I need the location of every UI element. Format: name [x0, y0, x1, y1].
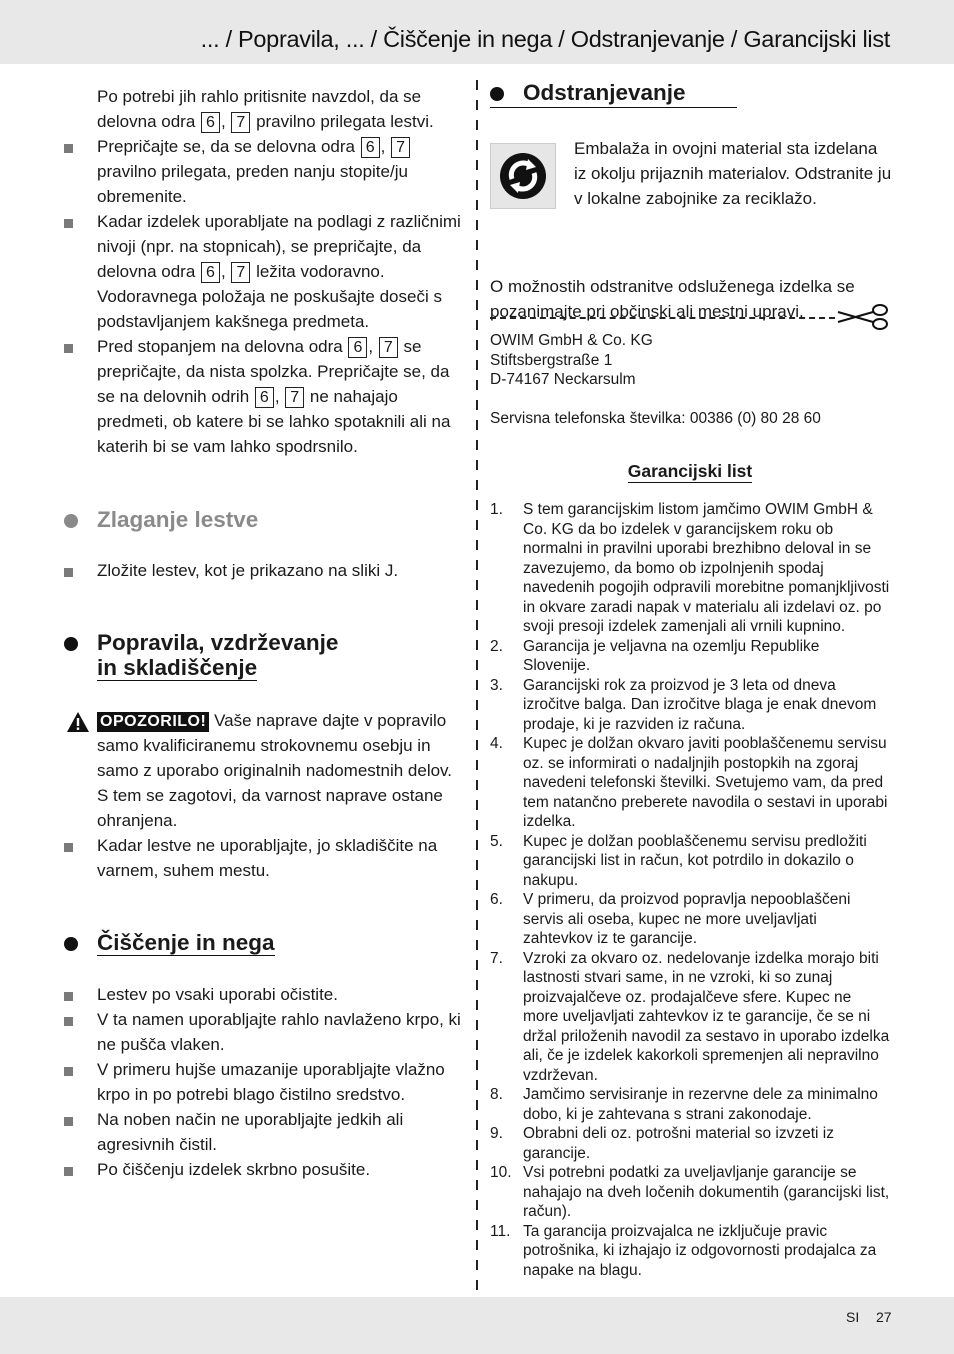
address-block: OWIM GmbH & Co. KG Stiftsbergstraße 1 D-74167 Neckarsulm [490, 332, 653, 388]
cut-line-vertical [476, 80, 478, 1354]
list-item: Prepričajte se, da se delovna odra 6 , 7 pravilno prilegata, preden nanju stopite/ju obremenite. [64, 134, 464, 209]
intro-paragraph: Po potrebi jih rahlo pritisnite navzdol, da se delovna odra 6 , 7 pravilno prilegata lestvi. [97, 87, 434, 131]
list-item: 9. Obrabni deli oz. potrošni material so izvzeti iz garancije. [490, 1125, 834, 1162]
right-column [490, 80, 890, 324]
list-item: 7. Vzroki za okvaro oz. nedelovanje izdelka morajo biti lastnosti stvari same, in ne vzroki, ki so zunaj proizvajalčeve oz. prodajalčeve sfere. Kupec ne more uveljavljati zahtevkov iz te garancije, če se ni držal priloženih navodil za sestavo in uporabo izdelka ali, če je izdelek kakorkoli spremenjen ali nepravilno vzdrževan. [490, 949, 890, 1084]
bullet-icon [64, 1067, 73, 1076]
bullet-icon [64, 219, 73, 228]
part-ref-7: 7 [231, 112, 250, 133]
bullet-icon [64, 1117, 73, 1126]
list-item: 8. Jamčimo servisiranje in rezervne dele za minimalno dobo, ki je zahtevana s strani zakonodaje. [490, 1086, 878, 1123]
page-footer [0, 1297, 954, 1354]
bullet-icon [64, 144, 73, 153]
section-heading-zlaganje: Zlaganje lestve [64, 507, 464, 532]
section-bullet-icon [64, 514, 78, 528]
page-title: ... / Popravila, ... / Čiščenje in nega / Odstranjevanje / Garancijski list [200, 26, 890, 52]
scissors-icon [836, 302, 890, 332]
list-item: 11. Ta garancija proizvajalca ne izključuje pravic potrošnika, ki izhajajo iz odgovornosti prodajalca za napake na blagu. [490, 1222, 877, 1279]
list-item: Pred stopanjem na delovna odra 6 , 7 se prepričajte, da nista spolzka. Prepričajte se, da se na delovnih odrih 6 , 7 ne nahajajo predmeti, ob katere bi se lahko spotaknili ali na katerih bi se vam lahko spodrsnilo. [64, 334, 464, 459]
warning-badge: OPOZORILO! [97, 712, 209, 732]
part-ref-6: 6 [361, 137, 380, 158]
left-column [64, 84, 464, 1182]
section-heading-odstranjevanje: Odstranjevanje [490, 80, 737, 108]
part-ref-6: 6 [201, 262, 220, 283]
list-item: 4. Kupec je dolžan okvaro javiti pooblaščenemu servisu oz. se informirati o nadaljnjih postopkih na zgoraj navedeni telefonski številki. Svetujemo vam, da pred tem natančno preberete navodila o sestavi in uporabi izdelka. [490, 735, 888, 830]
section-bullet-icon [490, 87, 504, 101]
bullet-icon [64, 1017, 73, 1026]
service-phone: Servisna telefonska številka: 00386 (0) 80 28 60 [490, 409, 821, 427]
warranty-list [490, 500, 890, 1280]
list-item: Kadar izdelek uporabljate na podlagi z različnimi nivoji (npr. na stopnicah), se prepričajte, da delovna odra 6 , 7 ležita vodoravno. Vodoravnega položaja ne poskušajte doseči s podstavljanjem kakšnega predmeta. [64, 209, 464, 334]
bullet-icon [64, 568, 73, 577]
list-item: V ta namen uporabljajte rahlo navlaženo krpo, ki ne pušča vlaken. [64, 1007, 464, 1057]
list-item: 2. Garancija je veljavna na ozemlju Republike Slovenije. [490, 637, 820, 674]
list-item: Po čiščenju izdelek skrbno posušite. [64, 1157, 464, 1182]
bullet-icon [64, 344, 73, 353]
page-number: 27 [876, 1309, 892, 1325]
list-item: 5. Kupec je dolžan pooblaščenemu servisu predložiti garancijski list in račun, kot potrdilo in dokazilo o nakupu. [490, 832, 867, 889]
part-ref-6: 6 [255, 387, 274, 408]
warranty-section [490, 331, 890, 1338]
list-item: Na noben način ne uporabljajte jedkih ali agresivnih čistil. [64, 1107, 464, 1157]
section-bullet-icon [64, 937, 78, 951]
part-ref-6: 6 [201, 112, 220, 133]
disposal-product-text: O možnostih odstranitve odsluženega izdelka se pozanimajte pri občinski ali mestni upravi. [490, 277, 855, 321]
section-heading-popravila: Popravila, vzdrževanje in skladiščenje [64, 630, 464, 681]
disposal-packaging-text: Embalaža in ovojni material sta izdelana iz okolju prijaznih materialov. Odstranite ju v lokalne zabojnike za reciklažo. [574, 139, 892, 208]
list-item: 3. Garancijski rok za proizvod je 3 leta od dneva izročitve balga. Dan izročitve blaga je enak dnevom prodaje, ki je razviden iz računa. [490, 676, 877, 733]
part-ref-7: 7 [391, 137, 410, 158]
bullet-icon [64, 843, 73, 852]
language-code: SI [846, 1309, 860, 1325]
part-ref-7: 7 [285, 387, 304, 408]
section-bullet-icon [64, 637, 78, 651]
part-ref-7: 7 [379, 337, 398, 358]
warning-triangle-icon [66, 711, 90, 733]
list-item: V primeru hujše umazanije uporabljajte vlažno krpo in po potrebi blago čistilno sredstvo. [64, 1057, 464, 1107]
part-ref-6: 6 [348, 337, 367, 358]
warranty-title: Garancijski list [627, 461, 753, 481]
part-ref-7: 7 [231, 262, 250, 283]
recycling-green-dot-icon [490, 143, 556, 209]
list-item: 1. S tem garancijskim listom jamčimo OWIM GmbH & Co. KG da bo izdelek v garancijskem roku ob normalni in pravilni uporabi brezhibno deloval in se zavezujemo, da bomo ob izpolnjenih spodaj navedenih pogojih odpravili morebitne pomanjkljivosti in okvare zaradi napak v materialu ali izdelavi oz. po svoji presoji izdelek zamenjali ali vrnili kupnino. [490, 501, 890, 635]
cut-line-horizontal [490, 317, 835, 319]
list-item: 10. Vsi potrebni podatki za uveljavljanje garancije se nahajajo na dveh ločenih dokumentih (garancijski list, račun). [490, 1164, 890, 1220]
section-heading-ciscenje: Čiščenje in nega [64, 930, 464, 956]
list-item: Lestev po vsaki uporabi očistite. [64, 982, 464, 1007]
list-item: Kadar lestve ne uporabljajte, jo skladiščite na varnem, suhem mestu. [64, 833, 464, 883]
warning-block: OPOZORILO! Vaše naprave dajte v popravilo samo kvalificiranemu strokovnemu osebju in samo z uporabo originalnih nadomestnih delov. S tem se zagotovi, da varnost naprave ostane ohranjena. [64, 708, 464, 833]
bullet-icon [64, 992, 73, 1001]
list-item: Zložite lestev, kot je prikazano na sliki J. [64, 558, 464, 583]
bullet-icon [64, 1167, 73, 1176]
list-item: 6. V primeru, da proizvod popravlja nepooblaščeni servis ali oseba, kupec ne more uveljavljati zahtevkov iz te garancije. [490, 891, 851, 947]
page-header [0, 0, 954, 64]
